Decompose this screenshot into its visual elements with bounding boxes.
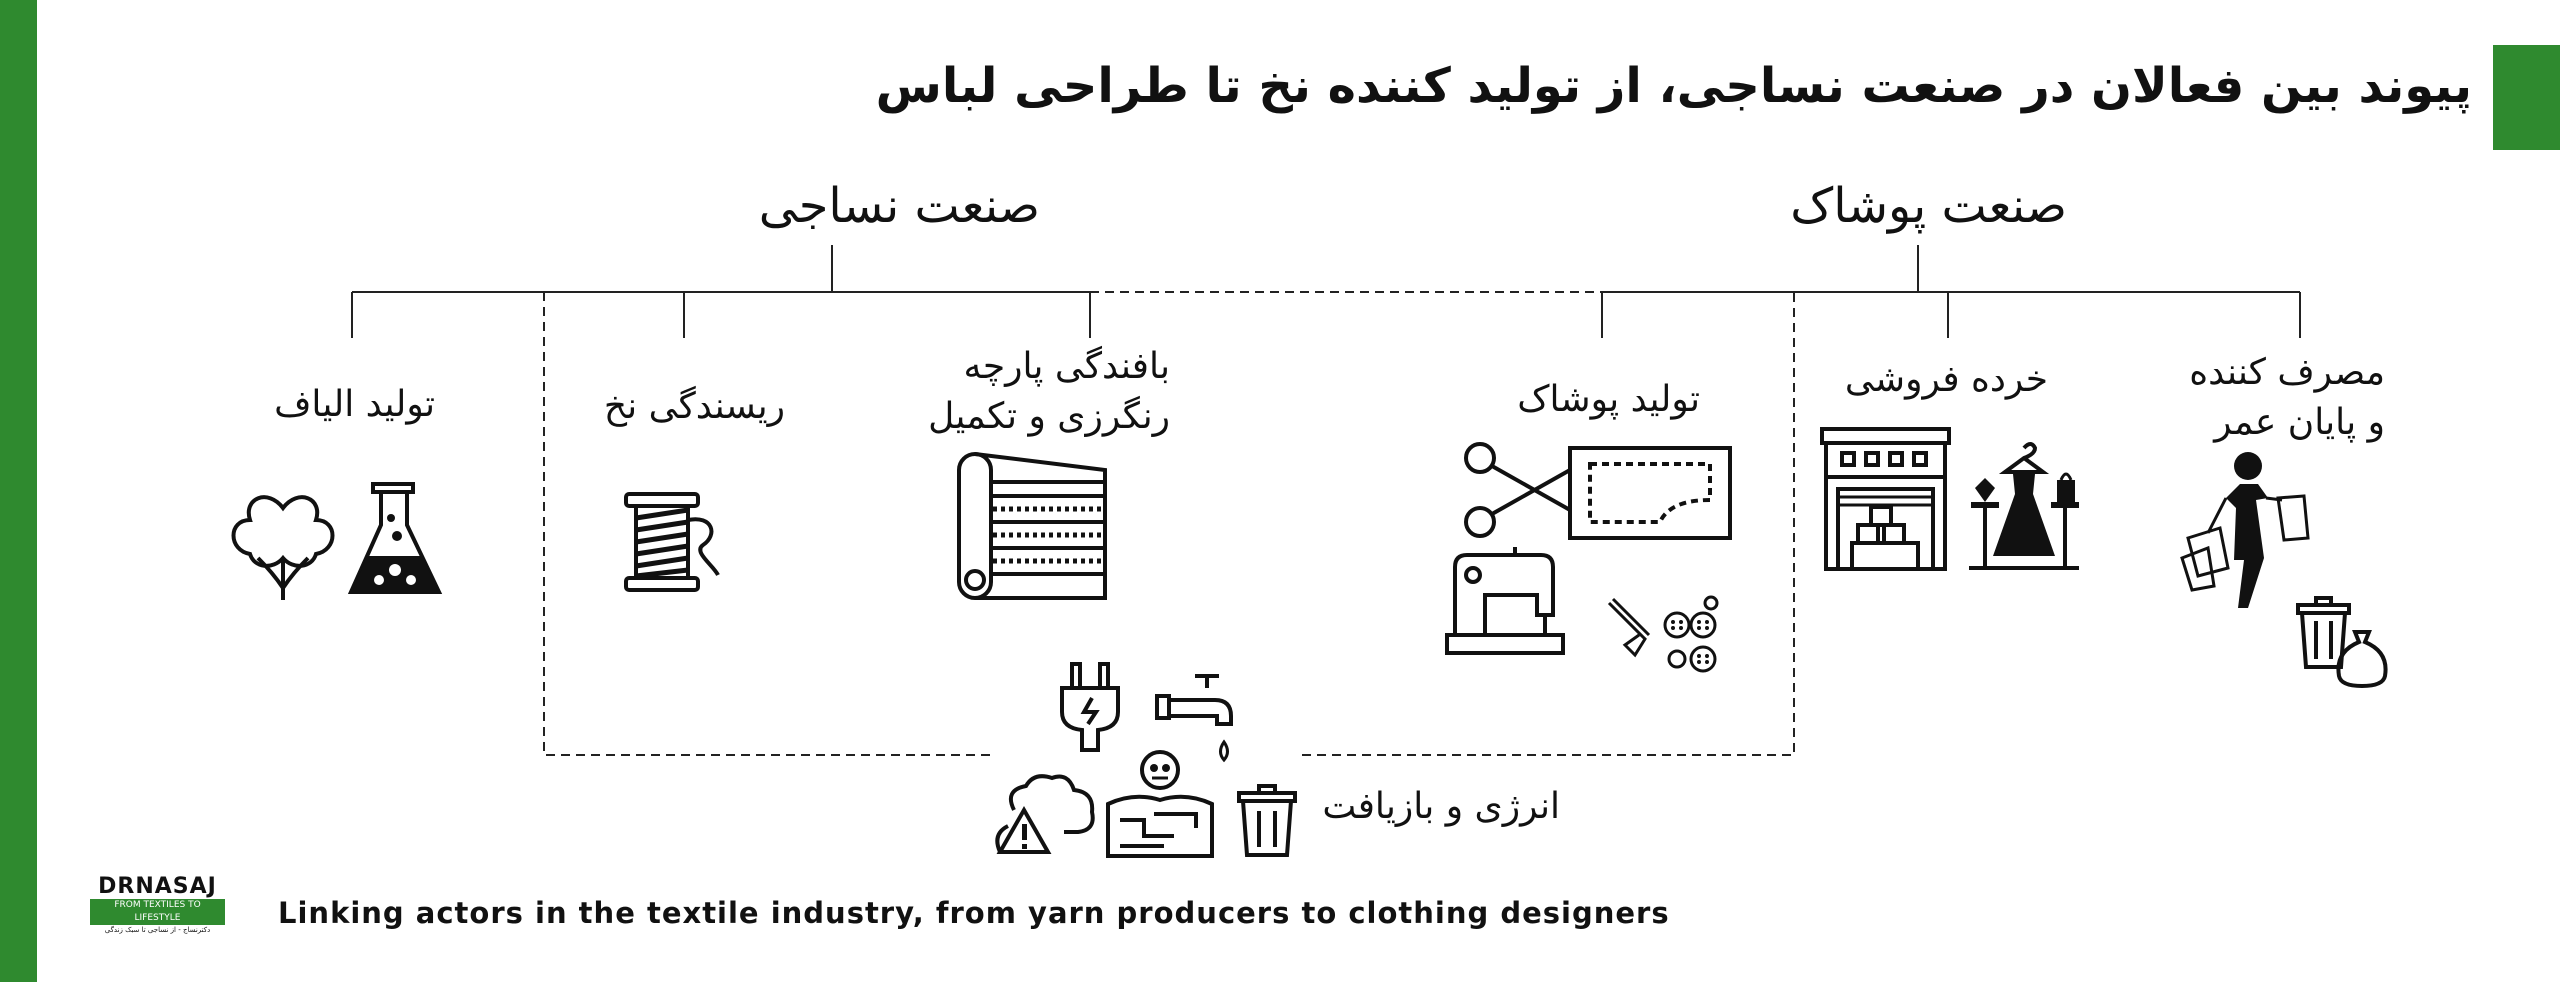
- cloud-warning-icon: [994, 770, 1099, 855]
- store-icon: [1818, 425, 1953, 573]
- flask-icon: [345, 480, 445, 600]
- garbage-bag-icon: [2335, 628, 2390, 688]
- fabric-roll-icon: [955, 450, 1110, 602]
- scissors-pattern-icon: [1460, 440, 1735, 540]
- heading-textile-industry: صنعت نساجی: [758, 178, 1040, 234]
- node-fiber-production: تولید الیاف: [274, 384, 435, 425]
- node-weaving: بافندگی پارچه رنگرزی و تکمیل: [928, 346, 1170, 437]
- drnasaj-logo: DRNASAJ FROM TEXTILES TO LIFESTYLE دکترنساج - از نساجی تا سبک زندگی: [90, 875, 225, 936]
- sewing-machine-icon: [1445, 545, 1565, 657]
- node-retail: خرده فروشی: [1844, 359, 2048, 400]
- node-consumer-end-of-life: مصرف کننده و پایان عمر: [2189, 352, 2385, 443]
- plug-icon: [1058, 662, 1123, 752]
- page-title: پیوند بین فعالان در صنعت نساجی، از تولید کننده نخ تا طراحی لباس: [875, 58, 2472, 114]
- heading-apparel-industry: صنعت پوشاک: [1790, 178, 2067, 234]
- recycle-bin-icon: [1237, 783, 1297, 858]
- node-yarn-spinning: ریسندگی نخ: [603, 386, 785, 427]
- dress-display-icon: [1965, 438, 2083, 573]
- english-caption: Linking actors in the textile industry, from yarn producers to clothing designers: [278, 896, 1670, 930]
- soil-pollution-icon: [1104, 748, 1216, 860]
- cotton-icon: [228, 488, 338, 603]
- zipper-buttons-icon: [1605, 595, 1730, 680]
- node-garment-production: تولید پوشاک: [1517, 379, 1700, 420]
- thread-spool-icon: [618, 490, 728, 595]
- shopper-icon: [2178, 448, 2313, 613]
- energy-recycling-label: انرژی و بازیافت: [1322, 786, 1560, 827]
